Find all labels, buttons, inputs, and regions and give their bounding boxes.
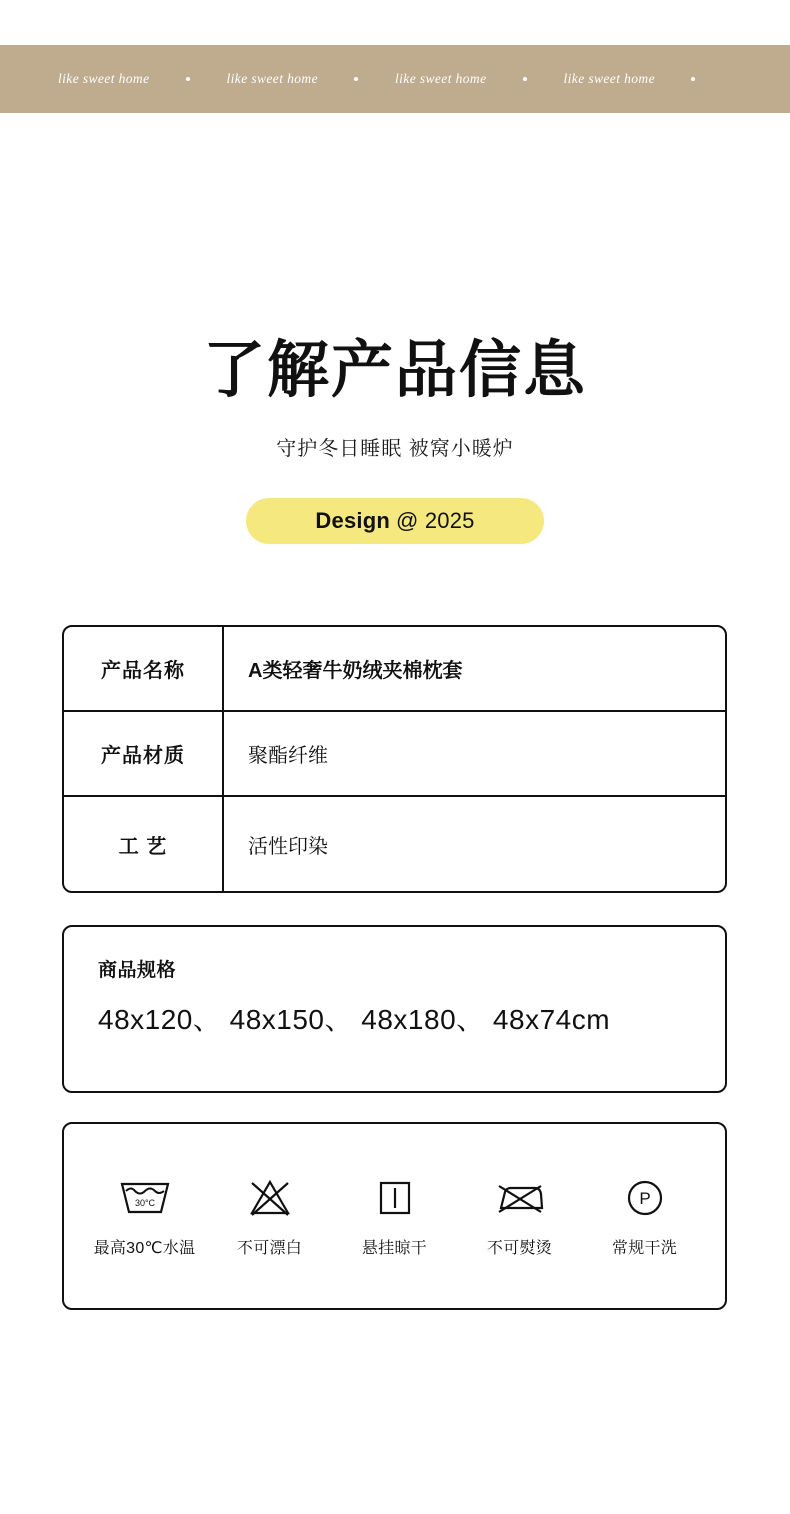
badge-strong-text: Design [315, 508, 390, 533]
care-item-dryclean [585, 1175, 705, 1258]
design-year-badge [246, 498, 544, 544]
care-item-dry [335, 1175, 455, 1258]
table-row [64, 797, 725, 891]
care-item-wash [85, 1175, 205, 1258]
dry-clean-p-icon [624, 1175, 666, 1221]
banner-separator-3 [486, 77, 563, 81]
page-subtitle: 守护冬日睡眠 被窝小暖炉 [276, 438, 514, 460]
care-label-dryclean: 常规干洗 [611, 1239, 678, 1257]
banner-text-3: like sweet home [395, 71, 487, 86]
dot-icon [354, 77, 358, 81]
banner-text-1: like sweet home [58, 71, 150, 86]
banner-text-2: like sweet home [226, 71, 318, 86]
no-iron-icon [493, 1175, 547, 1221]
care-item-iron [460, 1175, 580, 1258]
care-label-iron: 不可熨烫 [486, 1239, 553, 1257]
care-instructions-box [62, 1122, 727, 1310]
dot-icon [523, 77, 527, 81]
dot-icon [186, 77, 190, 81]
spec-label-material: 产品材质 [64, 712, 224, 795]
spec-label-craft: 工 艺 [64, 797, 224, 891]
wash-30c-icon [116, 1175, 174, 1221]
banner-separator-4 [655, 77, 732, 81]
dot-icon [691, 77, 695, 81]
table-row [64, 712, 725, 797]
line-dry-icon [376, 1175, 414, 1221]
svg-text:P: P [638, 1188, 651, 1208]
no-bleach-icon [246, 1175, 294, 1221]
size-box-title: 商品规格 [98, 960, 177, 981]
banner-separator-2 [318, 77, 395, 81]
badge-light-text: @ 2025 [395, 508, 475, 533]
table-row [64, 627, 725, 712]
spec-value-material: 聚酯纤维 [248, 745, 328, 767]
care-label-dry: 悬挂晾干 [361, 1239, 428, 1257]
care-label-bleach: 不可漂白 [236, 1239, 303, 1257]
banner-inner [0, 71, 790, 87]
spec-label-name: 产品名称 [64, 627, 224, 710]
top-banner [0, 45, 790, 113]
care-label-wash: 最高30℃水温 [93, 1239, 196, 1257]
spec-value-craft: 活性印染 [248, 835, 328, 858]
page-title: 了解产品信息 [202, 336, 587, 405]
svg-text:30°C: 30°C [134, 1197, 155, 1208]
product-size-box [62, 925, 727, 1093]
care-item-bleach [210, 1175, 330, 1258]
size-box-values: 48x120、 48x150、 48x180、 48x74cm [98, 1004, 611, 1035]
spec-value-name: A类轻奢牛奶绒夹棉枕套 [248, 660, 463, 682]
banner-text-4: like sweet home [563, 71, 655, 86]
banner-separator-1 [149, 77, 226, 81]
product-spec-table [62, 625, 727, 893]
